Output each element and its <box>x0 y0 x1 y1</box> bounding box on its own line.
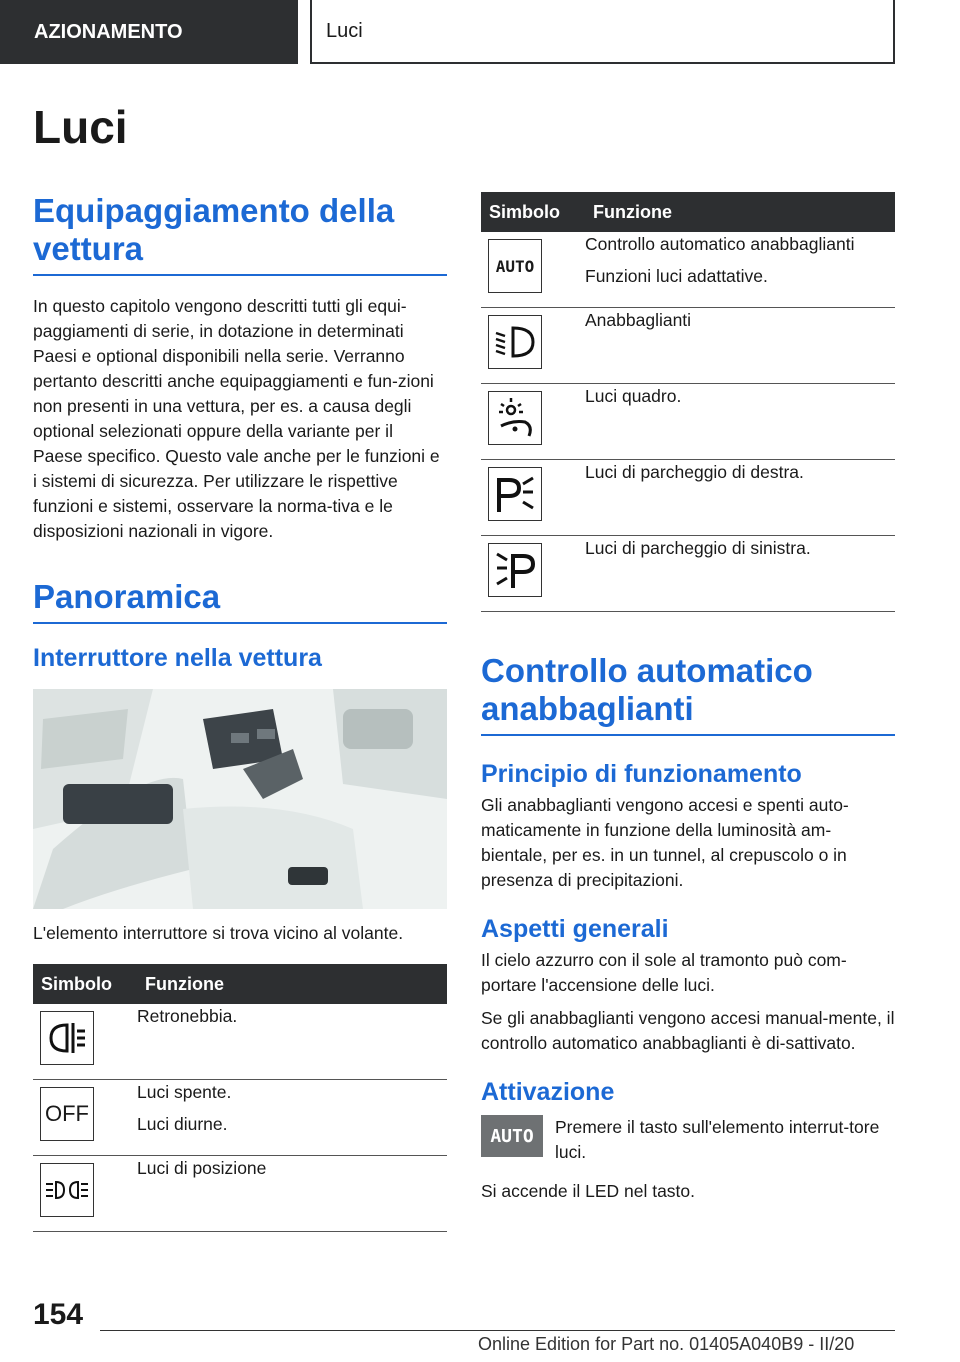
auto-key-icon: AUTO <box>481 1115 543 1157</box>
function-text: Luci di posizione <box>137 1158 267 1178</box>
position-lights-icon <box>40 1163 94 1217</box>
table-row <box>481 536 895 612</box>
table-row <box>33 1004 447 1080</box>
aspetti-heading: Aspetti generali <box>481 915 669 943</box>
function-text: Controllo automatico anabbaglianti <box>585 234 855 254</box>
panoramica-heading: Panoramica <box>33 578 447 624</box>
led-text: Si accende il LED nel tasto. <box>481 1181 696 1201</box>
function-column-header: Funzione <box>137 964 447 1004</box>
principio-heading: Principio di funzionamento <box>481 760 802 788</box>
function-text: Luci diurne. <box>137 1114 228 1134</box>
page-number: 154 <box>33 1298 84 1331</box>
switch-caption: L'elemento interruttore si trova vicino al volante. <box>33 923 404 943</box>
principio-text: Gli anabbaglianti vengono accesi e spenti auto-maticamente in funzione della luminosità am-bientale, per es. in un tunnel, al crepuscolo o in presenza di precipitazioni. <box>481 795 849 890</box>
rear-fog-light-icon <box>40 1011 94 1065</box>
switch-subheading: Interruttore nella vettura <box>33 644 322 672</box>
equip-heading: Equipaggiamento della vettura <box>33 192 447 276</box>
page-title: Luci <box>33 101 128 153</box>
right-column <box>481 192 895 1204</box>
footer-divider <box>100 1330 895 1331</box>
edition-note: Online Edition for Part no. 01405A040B9 - II/20 <box>478 1334 855 1354</box>
function-text: Luci spente. <box>137 1082 232 1102</box>
light-switch-photo <box>33 689 447 909</box>
function-text: Anabbaglianti <box>585 310 692 330</box>
symbol-column-header: Simbolo <box>481 192 585 232</box>
table-row <box>481 232 895 308</box>
attivazione-heading: Attivazione <box>481 1078 615 1106</box>
equip-text: In questo capitolo vengono descritti tutti gli equi-paggiamenti di serie, in dotazione in determinati Paesi e optional disponibili nella serie. Verranno pertanto descritti anche equipaggiamenti e fun-zioni non presenti in una vettura, per es. a causa degli optional selezionati oppure della variante per il Paese specifico. Questo vale anche per le funzioni e i sistemi di sicurezza. Per utilizzare le rispettive funzioni e sistemi, osservare la norma-tiva e le disposizioni nazionali in vigore. <box>33 296 440 541</box>
attivazione-text: Premere il tasto sull'elemento interrut-tore luci. <box>555 1117 880 1162</box>
instrument-lighting-icon <box>488 391 542 445</box>
table-row <box>481 308 895 384</box>
symbol-column-header: Simbolo <box>33 964 137 1004</box>
parking-light-right-icon <box>488 467 542 521</box>
right-symbol-table <box>481 192 895 612</box>
auto-icon: AUTO <box>488 239 542 293</box>
function-text: Luci di parcheggio di sinistra. <box>585 538 811 558</box>
function-text: Funzioni luci adattative. <box>585 266 768 286</box>
function-column-header: Funzione <box>585 192 895 232</box>
table-row <box>481 384 895 460</box>
off-icon: OFF <box>40 1087 94 1141</box>
attivazione-row <box>481 1115 895 1165</box>
auto-control-heading: Controllo automatico anabbaglianti <box>481 652 895 736</box>
function-text: Luci di parcheggio di destra. <box>585 462 804 482</box>
table-row <box>33 1156 447 1232</box>
table-row <box>33 1080 447 1156</box>
aspetti-text-1: Il cielo azzurro con il sole al tramonto può com-portare l'accensione delle luci. <box>481 950 847 995</box>
parking-light-left-icon <box>488 543 542 597</box>
low-beam-icon <box>488 315 542 369</box>
function-text: Luci quadro. <box>585 386 682 406</box>
left-column <box>33 192 447 1232</box>
section-tab: AZIONAMENTO <box>0 0 298 64</box>
table-row <box>481 460 895 536</box>
left-symbol-table <box>33 964 447 1232</box>
aspetti-text-2: Se gli anabbaglianti vengono accesi manual-mente, il controllo automatico anabbaglianti è di-sattivato. <box>481 1008 895 1053</box>
topic-header: Luci <box>310 0 895 64</box>
function-text: Retronebbia. <box>137 1006 238 1026</box>
